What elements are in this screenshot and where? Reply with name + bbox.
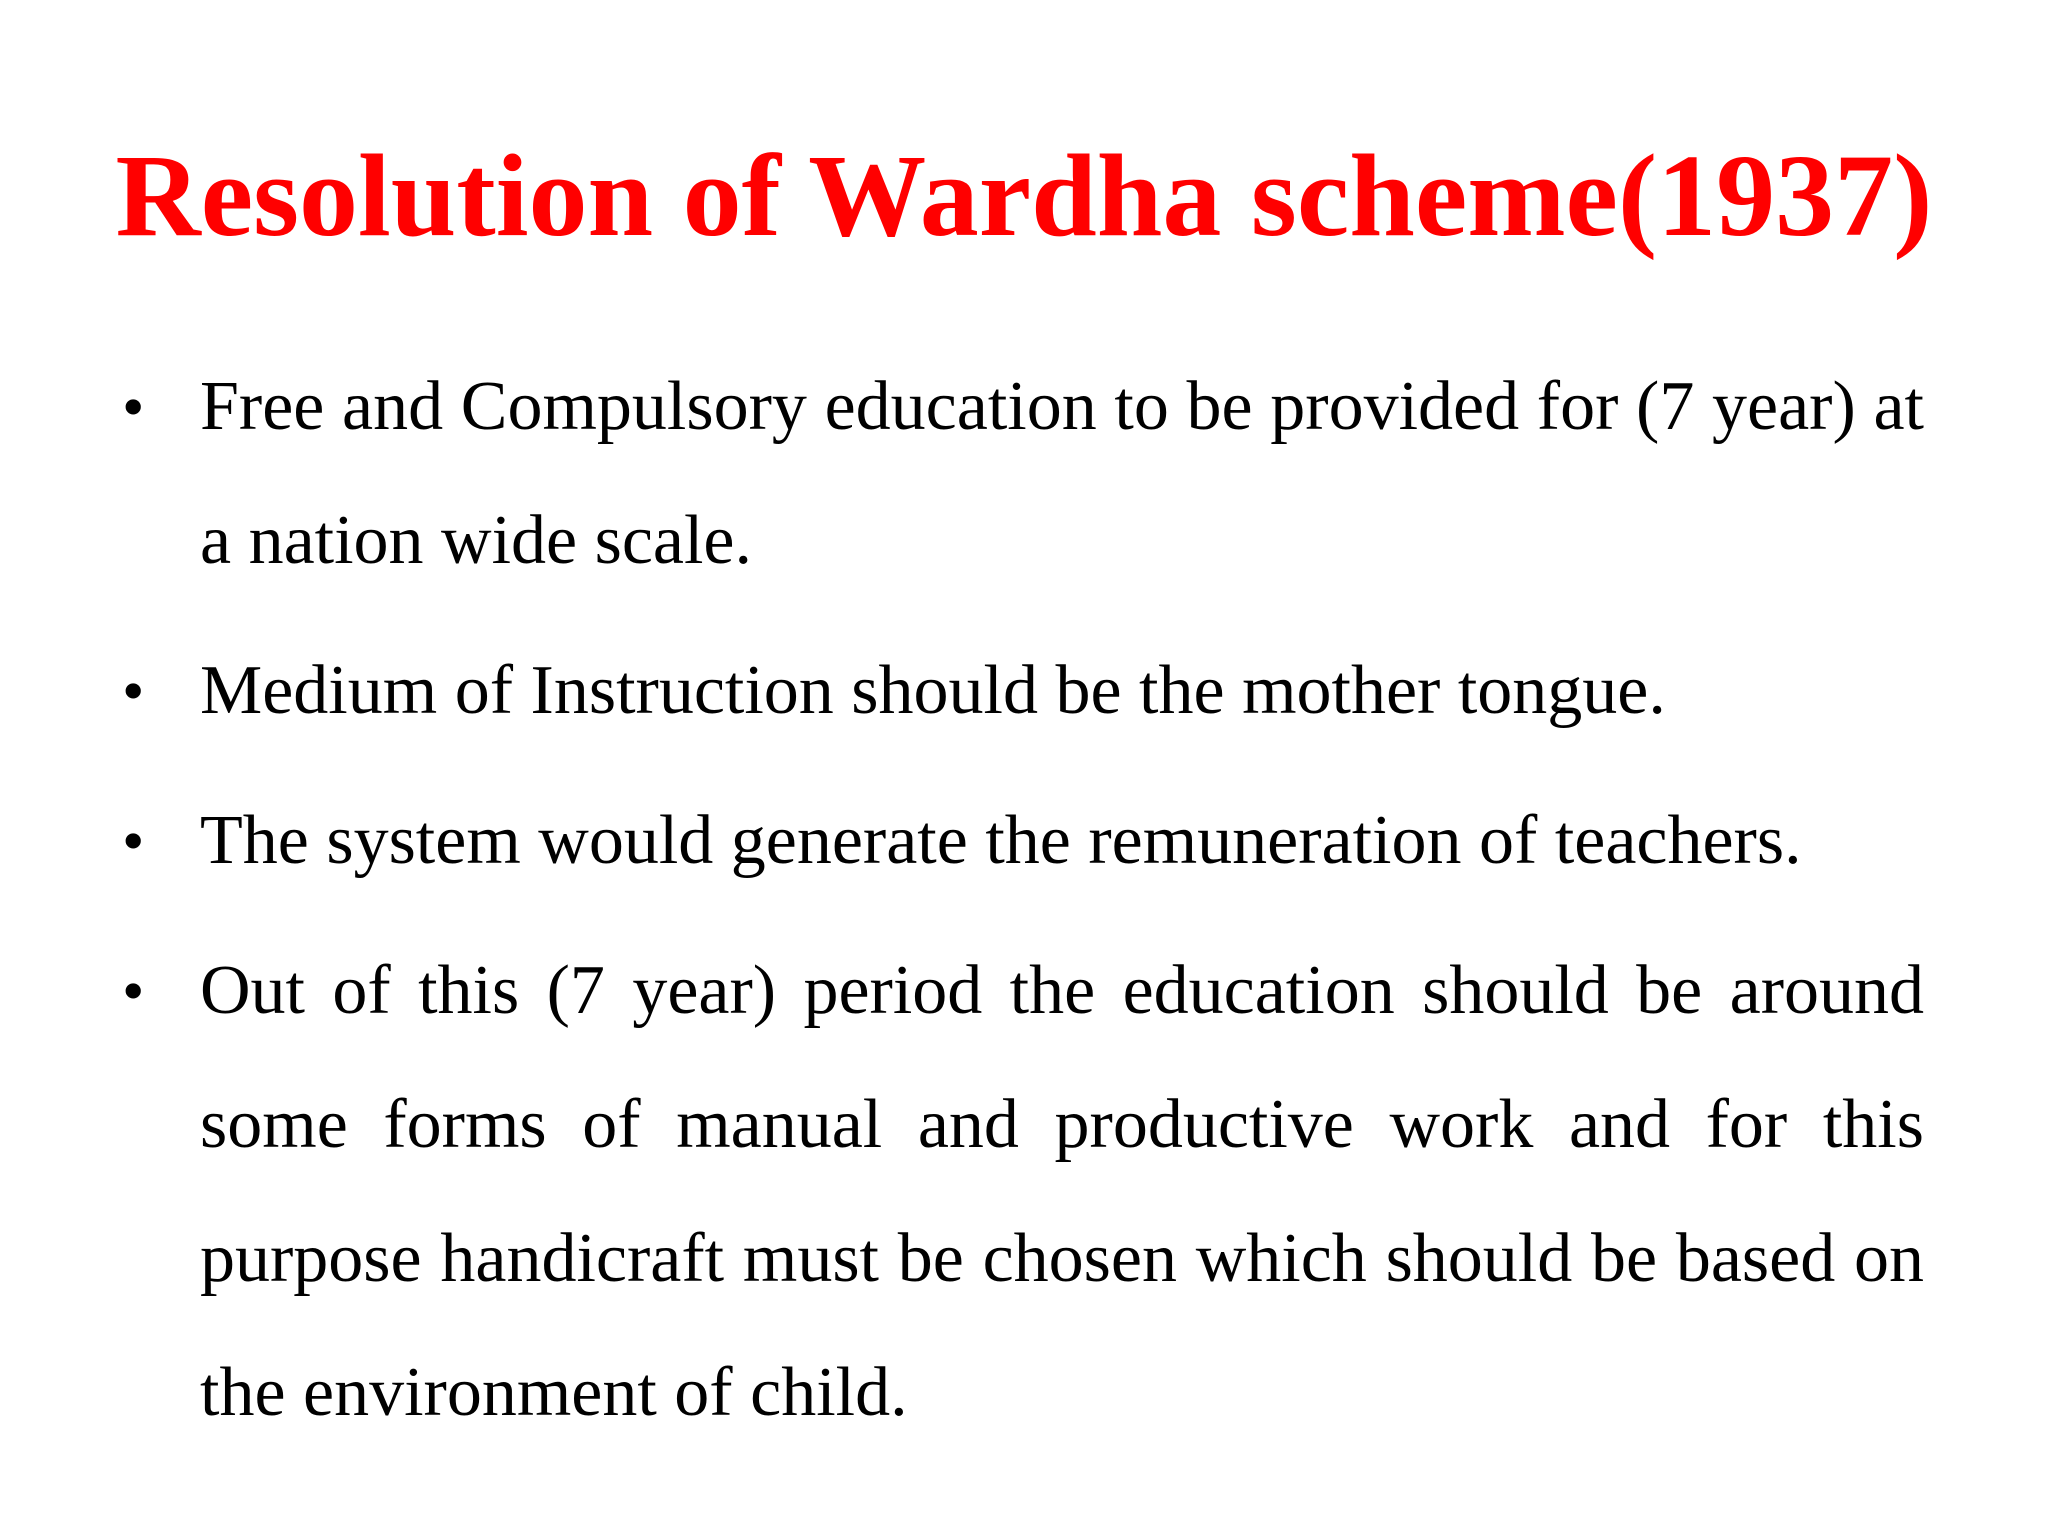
bullet-dot-icon: • bbox=[122, 655, 145, 726]
bullet-item bbox=[112, 774, 1924, 908]
bullet-list bbox=[112, 340, 1924, 1460]
bullet-dot-icon: • bbox=[122, 805, 145, 876]
bullet-text: Free and Compulsory education to be provided for (7 year) at a nation wide scale. bbox=[200, 368, 1924, 579]
bullet-item bbox=[112, 924, 1924, 1460]
bullet-item bbox=[112, 340, 1924, 608]
bullet-text: The system would generate the remuneration of teachers. bbox=[200, 802, 1802, 879]
bullet-dot-icon: • bbox=[122, 955, 145, 1026]
bullet-item bbox=[112, 624, 1924, 758]
bullet-dot-icon: • bbox=[122, 371, 145, 442]
slide-title: Resolution of Wardha scheme(1937) bbox=[115, 130, 1933, 261]
bullet-text: Medium of Instruction should be the mother tongue. bbox=[200, 652, 1666, 729]
bullet-text: Out of this (7 year) period the education should be around some forms of manual and productive work and for this purpose handicraft must be chosen which should be based on the environment of child. bbox=[200, 952, 1924, 1431]
